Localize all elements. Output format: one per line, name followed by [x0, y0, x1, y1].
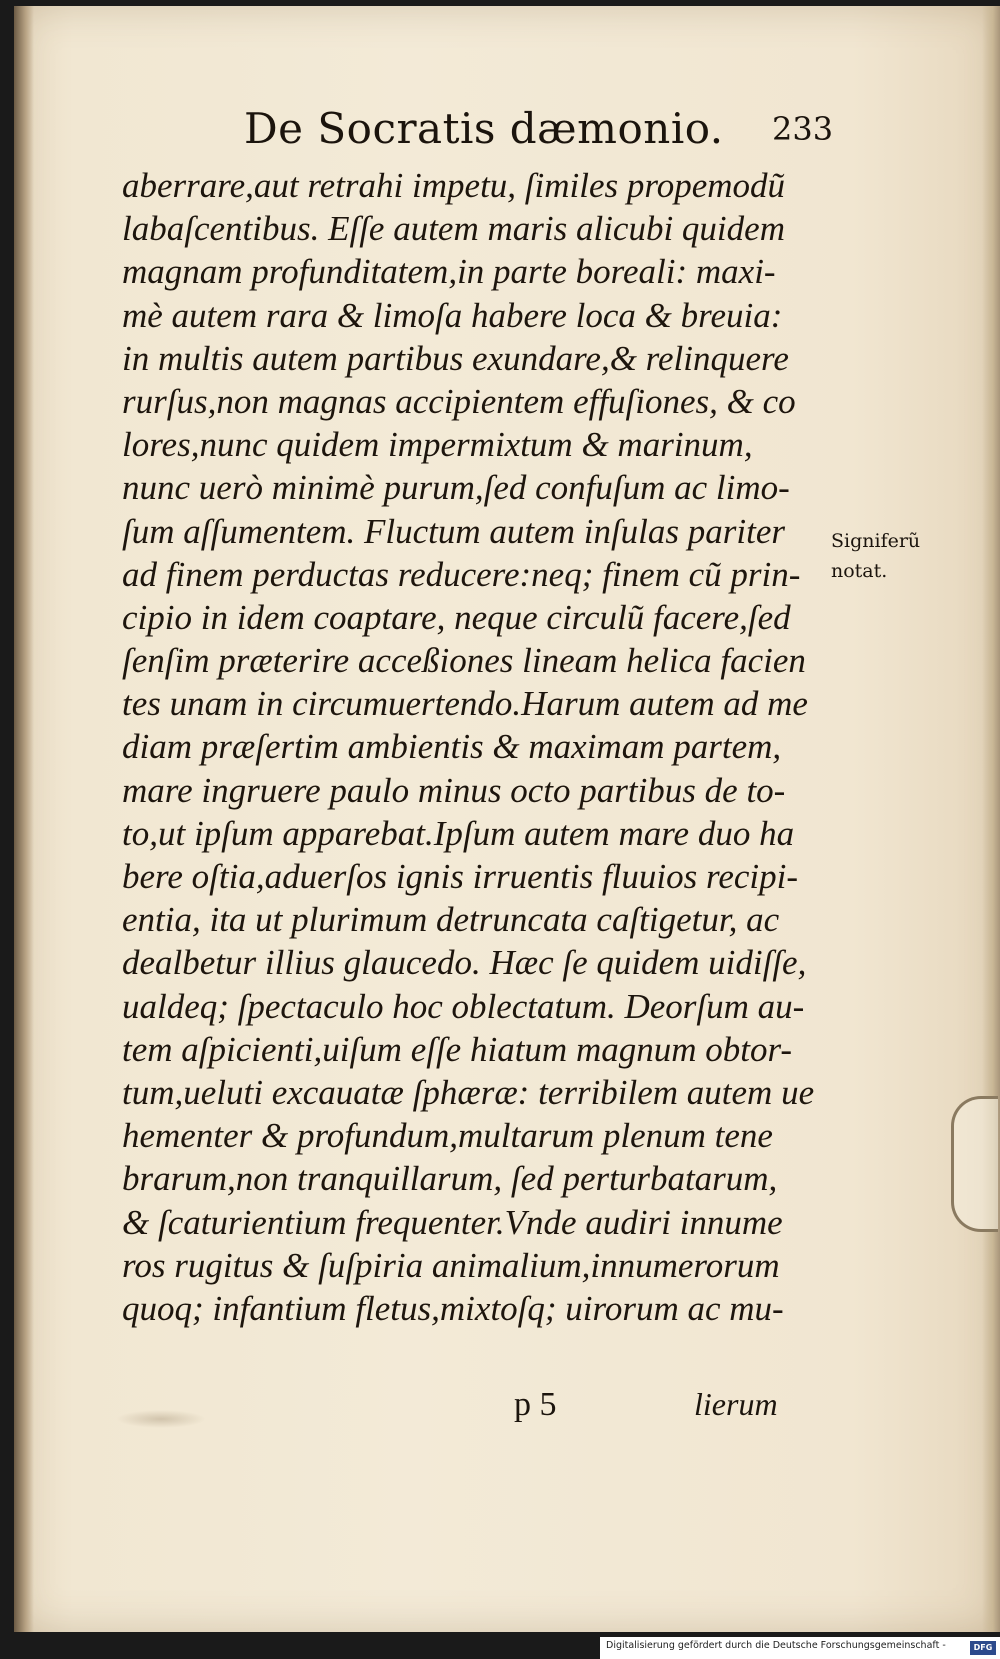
text-line: quoq; infantium fletus,mixtoſq; uirorum ac mu- — [122, 1288, 784, 1328]
body-text — [122, 164, 822, 1330]
dfg-logo: DFG — [970, 1641, 996, 1655]
funding-credit-bar — [600, 1637, 1000, 1659]
margin-note — [831, 526, 971, 586]
signature-mark: p 5 — [514, 1386, 557, 1423]
text-line: ros rugitus & ſuſpiria animalium,innumerorum — [122, 1245, 780, 1285]
running-title: De Socratis dæmonio. — [244, 104, 724, 153]
text-line: cipio in idem coaptare, neque circulũ facere,ſed — [122, 597, 791, 637]
page-header — [244, 104, 834, 164]
text-line: nunc uerò minimè purum,ſed confuſum ac limo- — [122, 468, 790, 508]
text-line: ſum aſſumentem. Fluctum autem inſulas pariter — [122, 511, 785, 551]
text-line: hementer & profundum,multarum plenum tene — [122, 1116, 773, 1156]
text-line: to,ut ipſum apparebat.Ipſum autem mare duo ha — [122, 813, 795, 853]
text-line: brarum,non tranquillarum, ſed perturbatarum, — [122, 1159, 778, 1199]
page-footer — [114, 1386, 814, 1436]
text-line: bere oſtia,aduerſos ignis irruentis fluuios recipi- — [122, 857, 798, 896]
text-line: rurſus,non magnas accipientem effuſiones, & co — [122, 381, 796, 421]
text-line: mare ingruere paulo minus octo partibus de to- — [122, 770, 786, 810]
text-line: aberrare,aut retrahi impetu, ſimiles propemodũ — [122, 166, 786, 205]
text-line: diam præſertim ambientis & maximam partem, — [122, 727, 782, 767]
text-line: lores,nunc quidem impermixtum & marinum, — [122, 425, 753, 465]
text-line: labaſcentibus. Eſſe autem maris alicubi quidem — [122, 209, 785, 249]
text-line: dealbetur illius glaucedo. Hæc ſe quidem uidiſſe, — [122, 943, 807, 983]
text-line: in multis autem partibus exundare,& relinquere — [122, 338, 789, 378]
catchword: lierum — [694, 1386, 778, 1422]
book-page — [14, 6, 1000, 1632]
text-line: tem aſpicienti,uiſum eſſe hiatum magnum obtor- — [122, 1029, 793, 1069]
page-number: 233 — [772, 110, 834, 148]
text-line: ualdeq; ſpectaculo hoc oblectatum. Deorſum au- — [122, 986, 805, 1026]
text-line: magnam profunditatem,in parte boreali: maxi- — [122, 252, 776, 292]
page-edge — [982, 6, 1000, 1632]
text-line: tes unam in circumuertendo.Harum autem ad me — [122, 684, 808, 724]
page-tab-marker — [951, 1096, 998, 1232]
margin-note-line: notat. — [831, 560, 888, 582]
text-line: ad finem perductas reducere:neq; finem cũ prin- — [122, 554, 801, 594]
text-line: tum,ueluti excauatæ ſphæræ: terribilem autem ue — [122, 1072, 815, 1112]
page-gutter — [14, 6, 34, 1632]
text-line: mè autem rara & limoſa habere loca & breuia: — [122, 295, 783, 335]
funding-credit-text: Digitalisierung gefördert durch die Deutsche Forschungsgemeinschaft - — [606, 1640, 946, 1651]
margin-note-line: Signiferũ — [831, 530, 921, 552]
text-line: & ſcaturientium frequenter.Vnde audiri innume — [122, 1202, 783, 1242]
text-line: entia, ita ut plurimum detruncata caſtigetur, ac — [122, 900, 780, 940]
text-line: ſenſim præterire acceßiones lineam helica facien — [122, 641, 806, 681]
